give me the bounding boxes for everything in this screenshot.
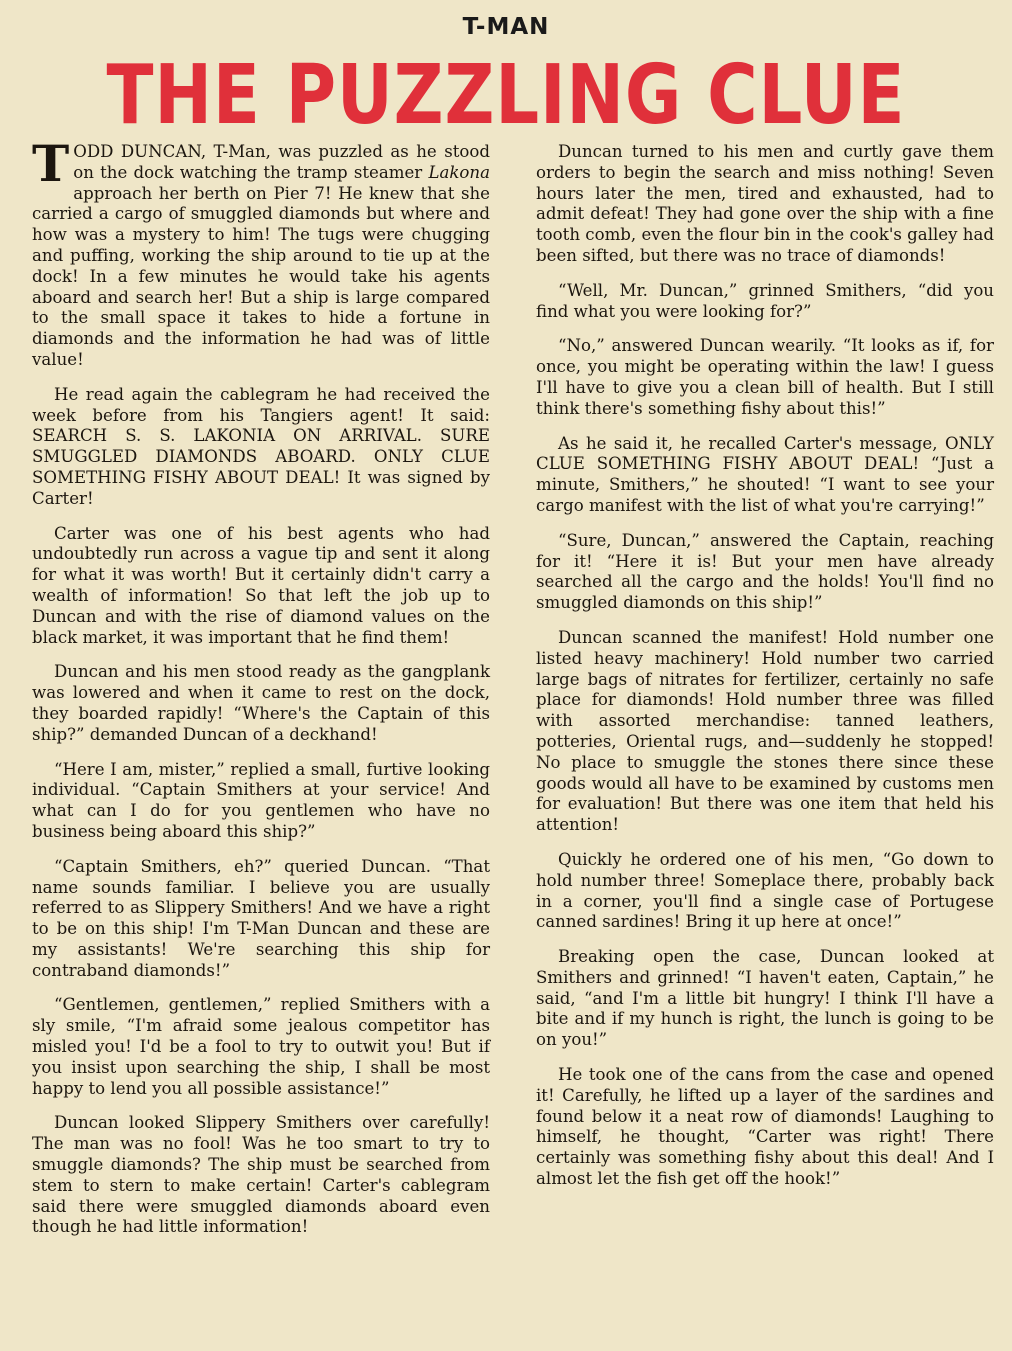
paragraph-right-3: “No,” answered Duncan wearily. “It looks as if, for once, you might be operating within the law! I guess I'll have to give you a clean bill of health. But I still think there's something fishy about this!”	[536, 336, 994, 418]
paragraph-right-2: “Well, Mr. Duncan,” grinned Smithers, “did you find what you were looking for?”	[536, 280, 994, 321]
paragraph-right-1: Duncan turned to his men and curtly gave them orders to begin the search and miss nothing! Seven hours later the men, tired and exhausted, had to admit defeat! They had gone over the ship with a fine tooth comb, even the flour bin in the cook's galley had been sifted, but there was no trace of diamonds!	[536, 142, 994, 265]
series-header: T-MAN	[462, 14, 550, 40]
paragraph-text: ODD DUNCAN, T-Man, was puzzled as he stood on the dock watching the tramp steamer Lakona approach her berth on Pier 7! He knew that she carried a cargo of smuggled diamonds but where and how was a mystery to him! The tugs were chugging and puffing, working the ship around to tie up at the dock! In a few minutes he would take his agents aboard and search her! But a ship is large compared to the small space it takes to hide a fortune in diamonds and the information he had was of little value!	[32, 142, 490, 369]
paragraph-right-8: Breaking open the case, Duncan looked at Smithers and grinned! “I haven't eaten, Captain,” he said, “and I'm a little bit hungry! I think I'll have a bite and if my hunch is right, the lunch is going to be on you!”	[536, 947, 994, 1050]
paragraph-right-4: As he said it, he recalled Carter's message, ONLY CLUE SOMETHING FISHY ABOUT DEAL! “Just a minute, Smithers,” he shouted! “I want to see your cargo manifest with the list of what you're carrying!”	[536, 433, 994, 515]
paragraph-right-7: Quickly he ordered one of his men, “Go down to hold number three! Someplace there, probably back in a corner, you'll find a single case of Portugese canned sardines! Bring it up here at once!”	[536, 849, 994, 932]
paragraph-left-6: “Captain Smithers, eh?” queried Duncan. “That name sounds familiar. I believe you are usually referred to as Slippery Smithers! And we have a right to be on this ship! I'm T-Man Duncan and these are my assistants! We're searching this ship for contraband diamonds!”	[32, 856, 490, 980]
drop-cap: T	[32, 134, 70, 193]
paragraph-left-5: “Here I am, mister,” replied a small, furtive looking individual. “Captain Smithers at your service! And what can I do for you gentlemen who have no business being aboard this ship?”	[32, 759, 490, 841]
paragraph-right-6: Duncan scanned the manifest! Hold number one listed heavy machinery! Hold number two carried large bags of nitrates for fertilizer, certainly no safe place for diamonds! Hold number three was filled with assorted merchandise: tanned leathers, potteries, Oriental rugs, and—suddenly he stopped! No place to smuggle the stones there since these goods would all have to be examined by customs men for evaluation! But there was one item that held his attention!	[536, 627, 994, 835]
right-text-column	[536, 142, 994, 1204]
paragraph-left-2: He read again the cablegram he had received the week before from his Tangiers agent! It said: SEARCH S. S. LAKONIA ON ARRIVAL. SURE SMUGGLED DIAMONDS ABOARD. ONLY CLUE SOMETHING FISHY ABOUT DEAL! It was signed by Carter!	[32, 384, 490, 508]
ship-name: Lakona	[428, 162, 490, 182]
paragraph-right-5: “Sure, Duncan,” answered the Captain, reaching for it! “Here it is! But your men have already searched all the cargo and the holds! You'll find no smuggled diamonds on this ship!”	[536, 530, 994, 613]
paragraph-left-7: “Gentlemen, gentlemen,” replied Smithers with a sly smile, “I'm afraid some jealous competitor has misled you! I'd be a fool to try to outwit you! But if you insist upon searching the ship, I shall be most happy to lend you all possible assistance!”	[32, 995, 490, 1098]
paragraph-left-1	[32, 134, 490, 371]
paragraph-right-9: He took one of the cans from the case and opened it! Carefully, he lifted up a layer of the sardines and found below it a neat row of diamonds! Laughing to himself, he thought, “Carter was right! There certainly was something fishy about this deal! And I almost let the fish get off the hook!”	[536, 1065, 994, 1189]
story-title: THE PUZZLING CLUE	[106, 48, 906, 143]
left-text-column	[32, 134, 490, 1252]
paragraph-left-8: Duncan looked Slippery Smithers over carefully! The man was no fool! Was he too smart to try to smuggle diamonds? The ship must be searched from stem to stern to make certain! Carter's cablegram said there were smuggled diamonds aboard even though he had little information!	[32, 1113, 490, 1237]
paragraph-left-3: Carter was one of his best agents who had undoubtedly run across a vague tip and sent it along for what it was worth! But it certainly didn't carry a wealth of information! So that left the job up to Duncan and with the rise of diamond values on the black market, it was important that he find them!	[32, 523, 490, 647]
paragraph-left-4: Duncan and his men stood ready as the gangplank was lowered and when it came to rest on the dock, they boarded rapidly! “Where's the Captain of this ship?” demanded Duncan of a deckhand!	[32, 662, 490, 744]
